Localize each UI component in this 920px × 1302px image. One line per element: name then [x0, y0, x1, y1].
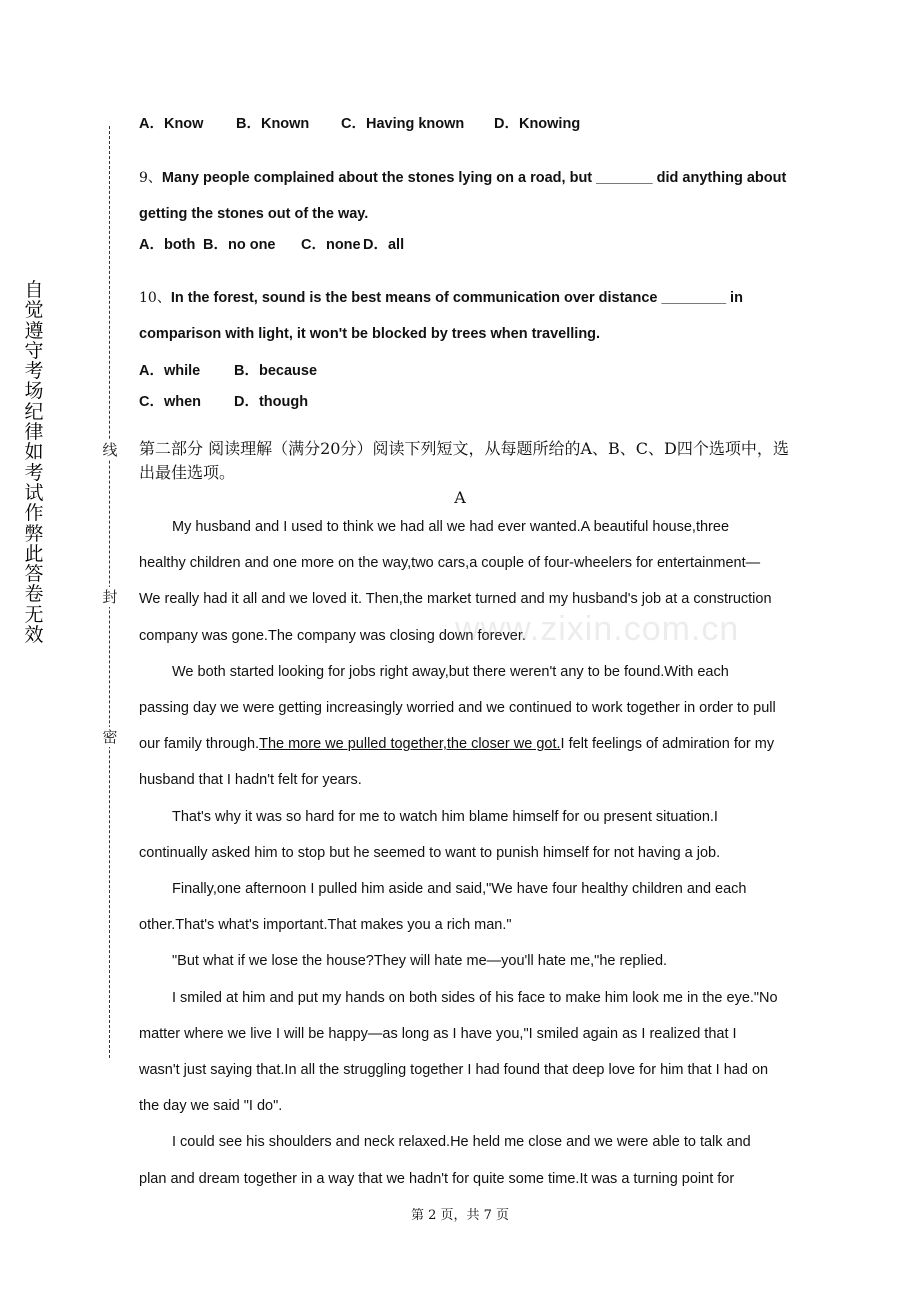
q10-stem — [139, 280, 789, 352]
seal-mark-secret: 密 — [102, 728, 118, 746]
q10-option-b[interactable]: B．because — [234, 363, 318, 379]
q10-number: 10、 — [139, 290, 171, 306]
exam-rules-notice: 自觉遵守考场纪律如考试作弊此答卷无效 — [24, 279, 44, 647]
section-2-heading: 第二部分 阅读理解（满分20分）阅读下列短文，从每题所给的A、B、C、D四个选项中，选出最佳选项。 — [139, 439, 789, 482]
q9-option-d[interactable]: D．all — [363, 237, 405, 253]
seal-mark-line: 线 — [102, 441, 118, 459]
q9-stem — [139, 160, 789, 232]
q9-option-a[interactable]: A．both — [139, 237, 196, 253]
q9-number: 9、 — [139, 170, 162, 186]
passage-paragraph-2 — [139, 654, 779, 799]
passage-paragraph-6: I smiled at him and put my hands on both sides of his face to make him look me in the eye."No matter where we live I will be happy—as long as I have you,"I smiled again as I realized that I wasn't just saying that.In all the struggling together I had found that deep love for him that I had on the day we said "I do". — [139, 989, 778, 1115]
q8-option-d[interactable]: D．Knowing — [494, 116, 581, 132]
passage-paragraph-4: Finally,one afternoon I pulled him aside and said,"We have four healthy children and each other.That's what's important.That makes you a rich man." — [139, 881, 747, 934]
q10-option-c[interactable]: C．when — [139, 394, 202, 410]
passage-paragraph-3: That's why it was so hard for me to watch him blame himself for ou present situation.I continually asked him to stop but he seemed to want to punish himself for not having a job. — [139, 808, 721, 861]
page-footer: 第 2 页，共 7 页 — [410, 1208, 510, 1223]
q10-option-d[interactable]: D．though — [234, 394, 309, 410]
passage-paragraph-1: My husband and I used to think we had all we had ever wanted.A beautiful house,three healthy children and one more on the way,two cars,a couple of four-wheelers for entertainment—We really had it all and we loved it. Then,the market turned and my husband's job at a construction company was gone.The company was closing down forever. — [139, 519, 772, 644]
q9-text: Many people complained about the stones lying on a road, but _______ did anything about getting the stones out of the way. — [139, 170, 787, 222]
passage-title: A — [454, 488, 466, 507]
q9-option-b[interactable]: B．no one — [203, 237, 276, 253]
passage-paragraph-5: "But what if we lose the house?They will hate me—you'll hate me,"he replied. — [172, 953, 668, 970]
paragraph-2-text-b: I felt feelings of admiration for my husband that I hadn't felt for years. — [139, 736, 775, 789]
q8-option-b[interactable]: B．Known — [236, 116, 310, 132]
watermark: www.zixin.com.cn — [455, 610, 740, 648]
q9-option-c[interactable]: C．none — [301, 237, 361, 253]
passage-paragraph-7: I could see his shoulders and neck relaxed.He held me close and we were able to talk and plan and dream together in a way that we hadn't for quite some time.It was a turning point for — [139, 1134, 751, 1187]
q8-option-a[interactable]: A．Know — [139, 116, 204, 132]
underlined-sentence: The more we pulled together,the closer we got. — [259, 736, 561, 753]
q10-text: In the forest, sound is the best means of communication over distance ________ in comparison with light, it won't be blocked by trees when travelling. — [139, 290, 743, 342]
q10-option-a[interactable]: A．while — [139, 363, 201, 379]
q8-option-c[interactable]: C．Having known — [341, 116, 465, 132]
seal-mark-seal: 封 — [102, 588, 118, 606]
paragraph-2-text-a: We both started looking for jobs right away,but there weren't any to be found.With each passing day we were getting increasingly worried and we continued to work together in order to pull our family through. — [139, 663, 776, 753]
